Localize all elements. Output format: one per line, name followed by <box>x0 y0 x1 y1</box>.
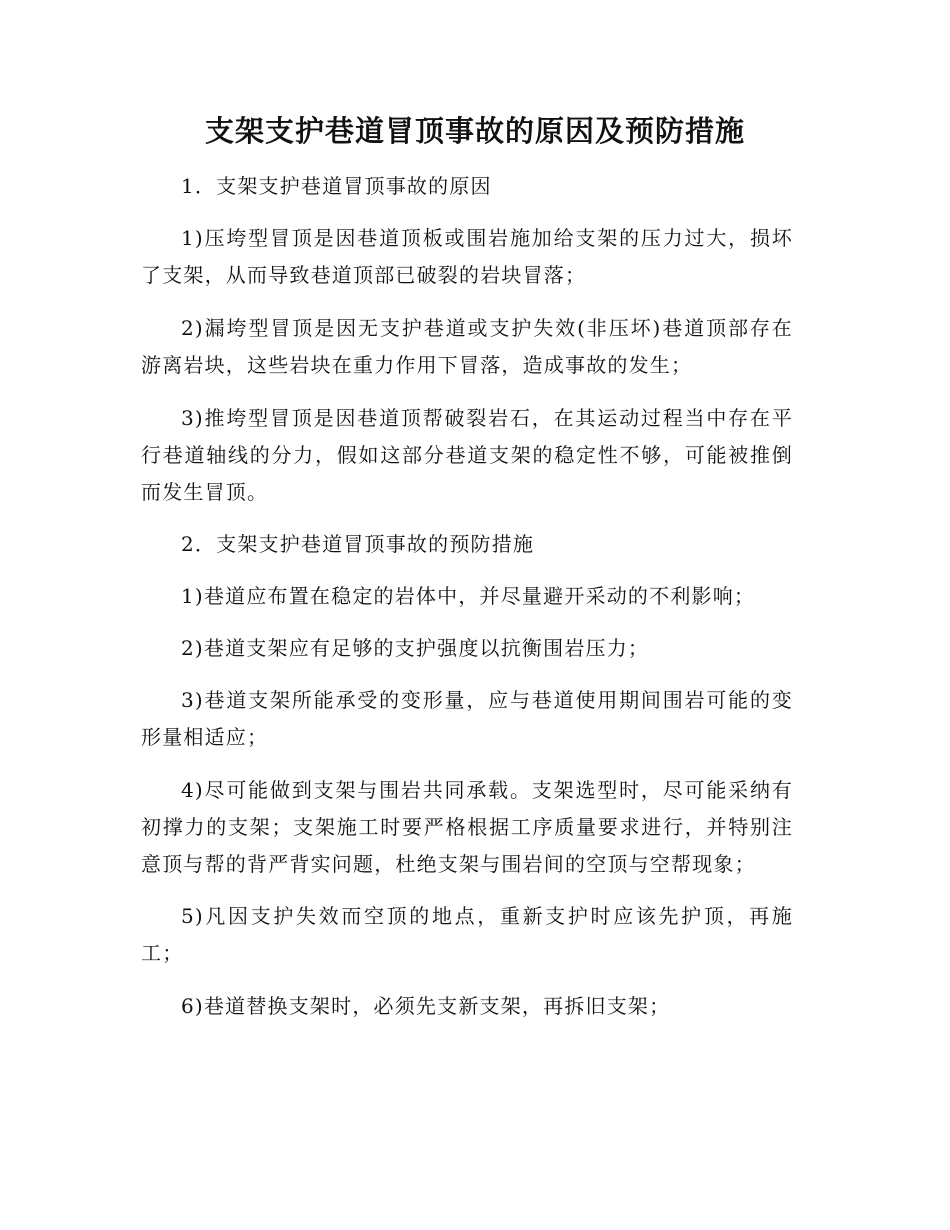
paragraph-prevention-6: 6)巷道替换支架时，必须先支新支架，再拆旧支架； <box>181 994 671 1018</box>
paragraph-cause-3: 3)推垮型冒顶是因巷道顶帮破裂岩石，在其运动过程当中存在平行巷道轴线的分力，假如这部分巷道支架的稳定性不够，可能被推倒而发生冒顶。 <box>141 406 793 504</box>
document-title: 支架支护巷道冒顶事故的原因及预防措施 <box>204 114 745 148</box>
paragraph-prevention-1: 1)巷道应布置在稳定的岩体中，并尽量避开采动的不利影响； <box>181 584 756 608</box>
paragraph-prevention-2: 2)巷道支架应有足够的支护强度以抗衡围岩压力； <box>181 636 650 660</box>
section-heading-prevention: 2．支架支护巷道冒顶事故的预防措施 <box>181 532 535 556</box>
paragraph-prevention-4: 4)尽可能做到支架与围岩共同承载。支架选型时，尽可能采纳有初撑力的支架；支架施工时要严格根据工序质量要求进行，并特别注意顶与帮的背严背实问题，杜绝支架与围岩间的空顶与空帮现象； <box>141 778 793 876</box>
paragraph-prevention-5: 5)凡因支护失效而空顶的地点，重新支护时应该先护顶，再施工； <box>141 904 793 965</box>
paragraph-cause-1: 1)压垮型冒顶是因巷道顶板或围岩施加给支架的压力过大，损坏了支架，从而导致巷道顶部已破裂的岩块冒落； <box>141 226 793 287</box>
paragraph-cause-2: 2)漏垮型冒顶是因无支护巷道或支护失效(非压坏)巷道顶部存在游离岩块，这些岩块在重力作用下冒落，造成事故的发生； <box>141 316 793 377</box>
paragraph-prevention-3: 3)巷道支架所能承受的变形量，应与巷道使用期间围岩可能的变形量相适应； <box>141 688 793 749</box>
section-heading-causes: 1．支架支护巷道冒顶事故的原因 <box>181 174 492 198</box>
